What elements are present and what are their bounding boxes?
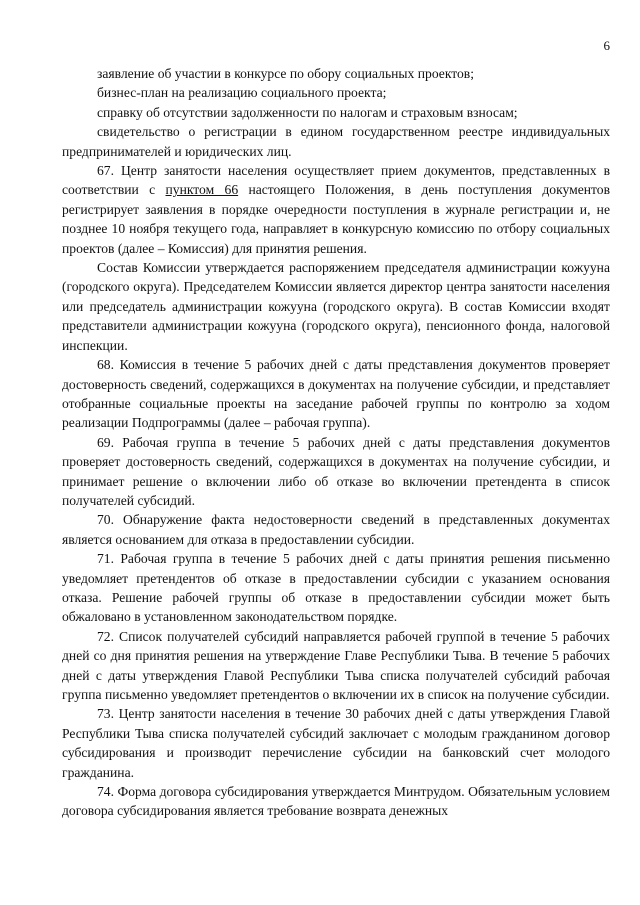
paragraph-registration-certificate: свидетельство о регистрации в едином государственном реестре индивидуальных предпринимателей и юридических лиц. [62, 124, 610, 159]
paragraph-67-text-after: настоящего Положения, в день поступления документов регистрирует заявления в порядке очередности поступления в журнале регистрации и, не позднее 10 ноября текущего года, направляет в конкурсную комиссию по отбору социальных проектов (далее – Комиссия) для принятия решения. [62, 182, 611, 256]
paragraph-67-text-before: 67. Центр занятости населения осуществляет прием документов, представленных в соответствии с [62, 163, 610, 198]
paragraph-69: 69. Рабочая группа в течение 5 рабочих дней с даты представления документов проверяет достоверность сведений, содержащихся в документах на получение субсидии, и принимает решение о включении либо об отказе во включении претендента в список получателей субсидий. [62, 434, 610, 508]
page-number: 6 [603, 38, 610, 53]
paragraph-tax-certificate: справку об отсутствии задолженности по налогам и страховым взносам; [97, 104, 518, 120]
paragraph-business-plan: бизнес-план на реализацию социального проекта; [97, 85, 387, 101]
paragraph-70: 70. Обнаружение факта недостоверности сведений в представленных документах является основанием для отказа в предоставлении субсидии. [62, 512, 610, 547]
paragraph-74: 74. Форма договора субсидирования утверждается Минтрудом. Обязательным условием договора субсидирования является требование возврата денежных [62, 784, 610, 819]
paragraph-67 [62, 161, 610, 258]
paragraph-commission-composition: Состав Комиссии утверждается распоряжением председателя администрации кожууна (городского округа). Председателем Комиссии является директор центра занятости населения или председатель администрации кожууна (городского округа). В состав Комиссии входят представители администрации кожууна (городского округа), пенсионного фонда, налоговой инспекции. [62, 260, 610, 353]
document-body [62, 64, 610, 821]
paragraph-application-statement: заявление об участии в конкурсе по обору социальных проектов; [97, 66, 474, 81]
clause-66-link[interactable]: пунктом 66 [165, 182, 239, 198]
paragraph-68: 68. Комиссия в течение 5 рабочих дней с даты представления документов проверяет достоверность сведений, содержащихся в документах на получение субсидии, и представляет отобранные социальные проекты на заседание рабочей группы по контролю за ходом реализации Подпрограммы (далее – рабочая группа). [62, 357, 610, 431]
paragraph-73: 73. Центр занятости населения в течение 30 рабочих дней с даты утверждения Главой Республики Тыва списка получателей субсидий заключает с молодым гражданином договор субсидирования и производит перечисление субсидии на банковский счет молодого гражданина. [62, 706, 610, 780]
paragraph-71: 71. Рабочая группа в течение 5 рабочих дней с даты принятия решения письменно уведомляет претендентов об отказе в предоставлении субсидии с указанием основания отказа. Решение рабочей группы об отказе в предоставлении субсидии может быть обжаловано в установленном законодательством порядке. [62, 551, 610, 625]
paragraph-72: 72. Список получателей субсидий направляется рабочей группой в течение 5 рабочих дней со дня принятия решения на утверждение Главе Республики Тыва. В течение 5 рабочих дней с даты утверждения Главой Республики Тыва списка получателей субсидий рабочая группа письменно уведомляет претендентов о включении их в список на получение субсидии. [62, 628, 610, 702]
